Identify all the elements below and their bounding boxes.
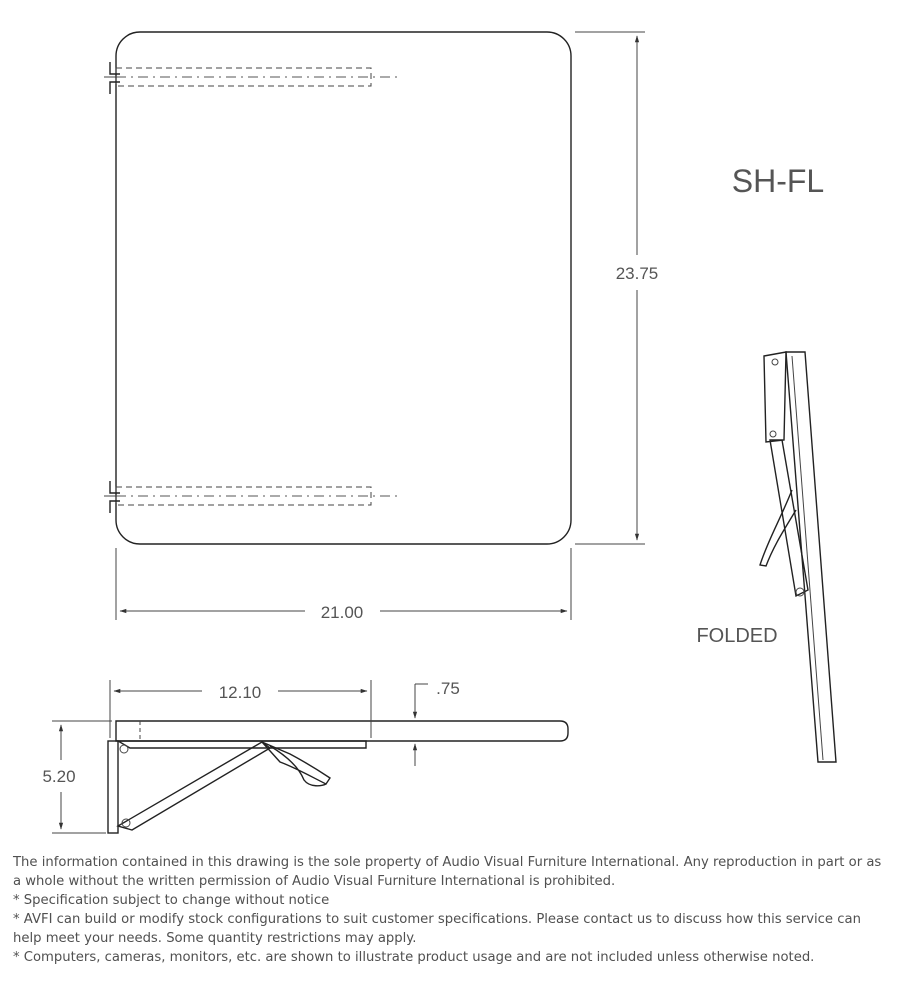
side-bracket-top xyxy=(118,741,366,748)
shelf-top-outline xyxy=(116,32,571,544)
width-dimension-label: 21.00 xyxy=(320,603,364,622)
notes-block xyxy=(13,853,893,967)
folded-shelf-board xyxy=(786,352,836,762)
height-dimension xyxy=(575,32,658,544)
thickness-dimension-label: .75 xyxy=(436,679,460,698)
folded-release-lever xyxy=(760,490,796,566)
height-dimension-label: 23.75 xyxy=(615,264,659,283)
thickness-dimension xyxy=(415,679,460,766)
lower-bracket-hidden xyxy=(104,481,398,513)
depth-dimension-label: 12.10 xyxy=(218,683,262,702)
bracket-height-dimension xyxy=(42,721,112,833)
folded-view xyxy=(760,352,836,762)
disclaimer-text: The information contained in this drawing is the sole property of Audio Visual Furniture International. Any reproduction in part or as a whole without the written permission of Audio Visual Furniture International is prohibited. xyxy=(13,855,882,889)
bracket-height-dimension-label: 5.20 xyxy=(42,767,76,786)
folded-bracket-arm xyxy=(770,440,808,596)
model-title: SH-FL xyxy=(731,163,825,199)
side-shelf-board xyxy=(116,721,568,741)
depth-dimension xyxy=(110,680,371,738)
top-view xyxy=(104,32,571,544)
width-dimension xyxy=(116,548,571,622)
upper-bracket-hidden xyxy=(104,62,398,94)
side-bracket-strut xyxy=(118,742,270,830)
side-view xyxy=(108,721,568,833)
side-wall-plate xyxy=(108,741,118,833)
folded-label: FOLDED xyxy=(696,625,778,647)
note-item: * Specification subject to change without notice xyxy=(13,893,330,908)
note-item: * AVFI can build or modify stock configurations to suit customer specifications. Please contact us to discuss how this service can help meet your needs. Some quantity restrictions may apply. xyxy=(13,912,861,946)
note-item: * Computers, cameras, monitors, etc. are shown to illustrate product usage and are not included unless otherwise noted. xyxy=(13,950,815,965)
